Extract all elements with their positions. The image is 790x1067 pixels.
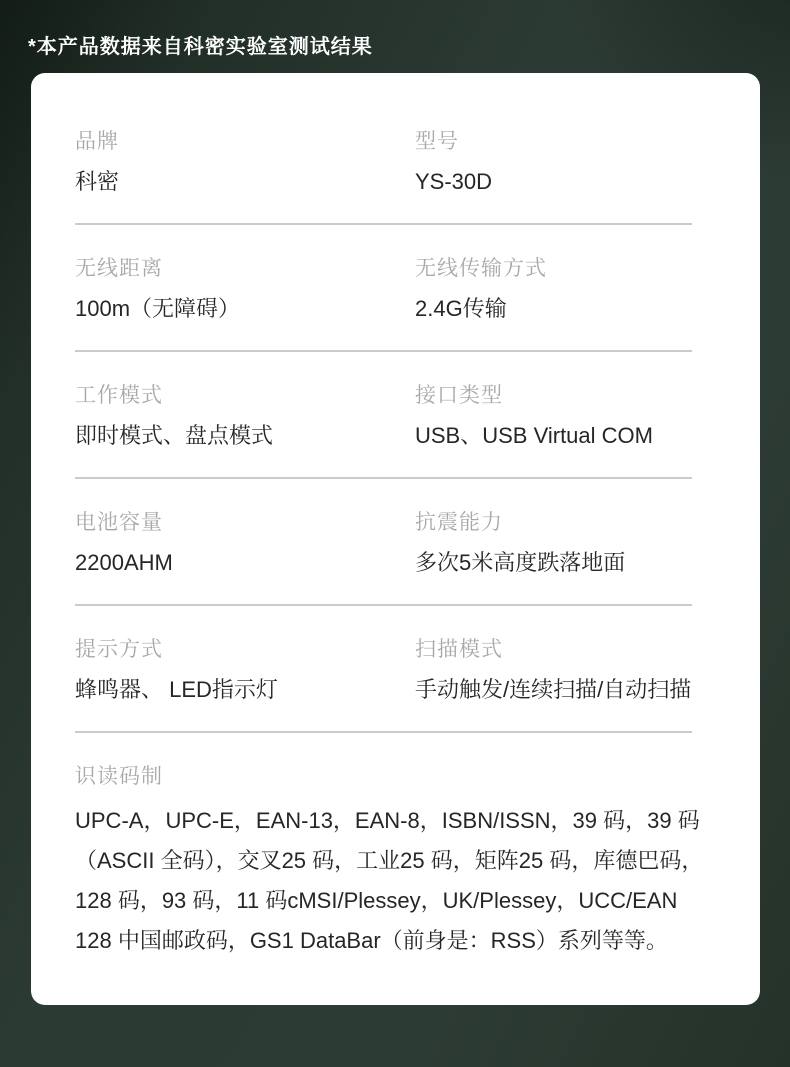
spec-row-battery-shock	[75, 479, 692, 606]
spec-label: 电池容量	[75, 511, 163, 534]
spec-row-wireless	[75, 225, 692, 352]
spec-value: 多次5米高度跌落地面	[415, 550, 626, 575]
spec-label: 型号	[415, 130, 459, 153]
spec-label: 工作模式	[75, 384, 163, 407]
spec-cell	[415, 637, 692, 704]
spec-value: USB、USB Virtual COM	[415, 423, 653, 448]
spec-cell	[75, 510, 415, 577]
spec-value: 2.4G传输	[415, 296, 507, 321]
spec-cell	[415, 256, 692, 323]
spec-value: 手动触发/连续扫描/自动扫描	[415, 677, 692, 702]
spec-label: 提示方式	[75, 638, 163, 661]
spec-cell	[415, 383, 692, 450]
spec-value: 即时模式、盘点模式	[75, 423, 274, 448]
spec-label: 无线传输方式	[415, 257, 547, 280]
spec-cell	[415, 510, 692, 577]
spec-cell	[75, 637, 415, 704]
spec-cell	[75, 383, 415, 450]
spec-row-mode-interface	[75, 352, 692, 479]
spec-cell	[75, 256, 415, 323]
spec-value: UPC-A，UPC-E，EAN-13，EAN-8，ISBN/ISSN，39 码，39 码（ASCII 全码），交叉25 码，工业25 码，矩阵25 码，库德巴码，128 码，93 码，11 码cMSI/Plessey，UK/Plessey，UCC/EAN 128 中国邮政码，GS1 DataBar（前身是：RSS）系列等等。	[75, 808, 704, 953]
lab-test-note: *本产品数据来自科密实验室测试结果	[28, 36, 373, 58]
spec-row-brand-model	[75, 129, 692, 225]
spec-value: 科密	[75, 169, 120, 194]
spec-cell	[75, 129, 415, 196]
spec-value: 蜂鸣器、 LED指示灯	[75, 677, 278, 702]
spec-label: 品牌	[75, 130, 119, 153]
spec-value: 2200AHM	[75, 550, 173, 575]
spec-label: 无线距离	[75, 257, 163, 280]
spec-label: 识读码制	[75, 765, 163, 788]
spec-value: 100m（无障碍）	[75, 296, 241, 321]
spec-label: 抗震能力	[415, 511, 503, 534]
spec-label: 扫描模式	[415, 638, 503, 661]
spec-section-barcode-symbologies	[75, 733, 716, 961]
spec-row-prompt-scan	[75, 606, 692, 733]
spec-cell	[415, 129, 692, 196]
spec-label: 接口类型	[415, 384, 503, 407]
spec-value: YS-30D	[415, 169, 493, 194]
spec-card	[31, 73, 760, 1005]
